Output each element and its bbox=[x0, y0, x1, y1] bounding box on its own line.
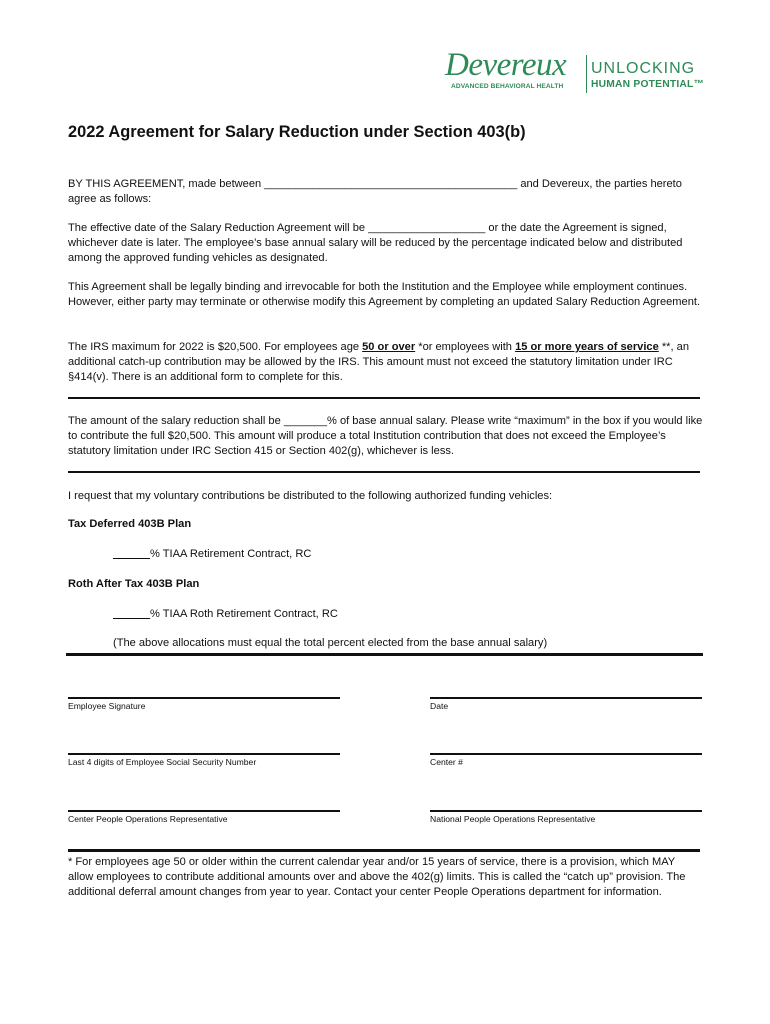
tiaa-roth-percent-blank[interactable]: ______ bbox=[113, 608, 151, 620]
footnote-divider bbox=[68, 849, 700, 852]
section-divider-2 bbox=[68, 471, 700, 473]
footnote: * For employees age 50 or older within the current calendar year and/or 15 years of service, there is a provision, which MAY allow employees to contribute additional amounts over and above the 402(g) limits. This is called the “catch up” provision. The additional deferral amount changes from year to year. Contact your center People Operations department for information. bbox=[68, 856, 686, 899]
logo-subtitle: ADVANCED BEHAVIORAL HEALTH bbox=[451, 83, 564, 90]
logo-tagline-line1: UNLOCKING bbox=[591, 60, 696, 77]
ssn-last4-line[interactable] bbox=[68, 753, 340, 755]
intro-paragraph: BY THIS AGREEMENT, made between _________________________________________ and Devereux, the parties hereto agree as follows: bbox=[68, 178, 682, 206]
national-rep-line[interactable] bbox=[430, 810, 702, 812]
date-label: Date bbox=[430, 701, 449, 711]
section-divider-1 bbox=[68, 397, 700, 399]
binding-paragraph: This Agreement shall be legally binding and irrevocable for both the Institution and the Employee while employment continues. However, either party may terminate or otherwise modify this Agreement by completing an updated Salary Reduction Agreement. bbox=[68, 281, 701, 309]
ssn-last4-label: Last 4 digits of Employee Social Security Number bbox=[68, 757, 257, 767]
devereux-logo bbox=[442, 47, 705, 94]
irs-text-c: *or employees with bbox=[415, 341, 516, 353]
document-title: 2022 Agreement for Salary Reduction under Section 403(b) bbox=[68, 123, 526, 141]
tiaa-retirement-allocation[interactable] bbox=[113, 548, 311, 560]
reduction-amount-paragraph: The amount of the salary reduction shall be _______% of base annual salary. Please write “maximum” in the box if you would like to contribute the full $20,500. This amount will produce a total Institution contribution that does not exceed the Employee’s statutory limitation under IRC Section 415 or Section 402(g), whichever is less. bbox=[68, 415, 703, 458]
logo-wordmark: Devereux bbox=[445, 47, 567, 83]
tiaa-retirement-percent-blank[interactable]: ______ bbox=[113, 548, 151, 560]
irs-service-threshold: 15 or more years of service bbox=[515, 341, 659, 353]
irs-maximum-paragraph bbox=[68, 340, 708, 386]
employee-signature-label: Employee Signature bbox=[68, 701, 146, 711]
center-rep-label: Center People Operations Representative bbox=[68, 814, 228, 824]
employee-signature-line[interactable] bbox=[68, 697, 340, 699]
irs-age-threshold: 50 or over bbox=[362, 341, 416, 353]
logo-tagline-line2: HUMAN POTENTIAL™ bbox=[591, 79, 705, 90]
center-number-line[interactable] bbox=[430, 753, 702, 755]
tiaa-retirement-label: % TIAA Retirement Contract, RC bbox=[150, 548, 312, 560]
date-line[interactable] bbox=[430, 697, 702, 699]
center-number-label: Center # bbox=[430, 757, 463, 767]
logo-divider bbox=[586, 55, 587, 93]
tiaa-roth-label: % TIAA Roth Retirement Contract, RC bbox=[150, 608, 338, 620]
effective-date-paragraph: The effective date of the Salary Reduction Agreement will be ___________________ or the date the Agreement is signed, whichever date is later. The employee’s base annual salary will be reduced by the percentage indicated below and distributed among the approved funding vehicles as designated. bbox=[68, 222, 683, 265]
irs-text-e: **, an additional catch-up contribution may be allowed by the IRS. This amount must not exceed the statutory limitation under IRC §414(v). There is an additional form to complete for this. bbox=[68, 341, 689, 384]
section-divider-3 bbox=[66, 653, 703, 656]
irs-text-a: The IRS maximum for 2022 is $20,500. For employees age bbox=[68, 341, 363, 353]
distribution-request-paragraph: I request that my voluntary contributions be distributed to the following authorized funding vehicles: bbox=[68, 490, 553, 502]
roth-heading: Roth After Tax 403B Plan bbox=[68, 578, 200, 590]
center-rep-line[interactable] bbox=[68, 810, 340, 812]
tax-deferred-heading: Tax Deferred 403B Plan bbox=[68, 518, 192, 530]
allocation-note: (The above allocations must equal the total percent elected from the base annual salary) bbox=[113, 637, 548, 649]
national-rep-label: National People Operations Representative bbox=[430, 814, 596, 824]
tiaa-roth-allocation[interactable] bbox=[113, 608, 338, 620]
